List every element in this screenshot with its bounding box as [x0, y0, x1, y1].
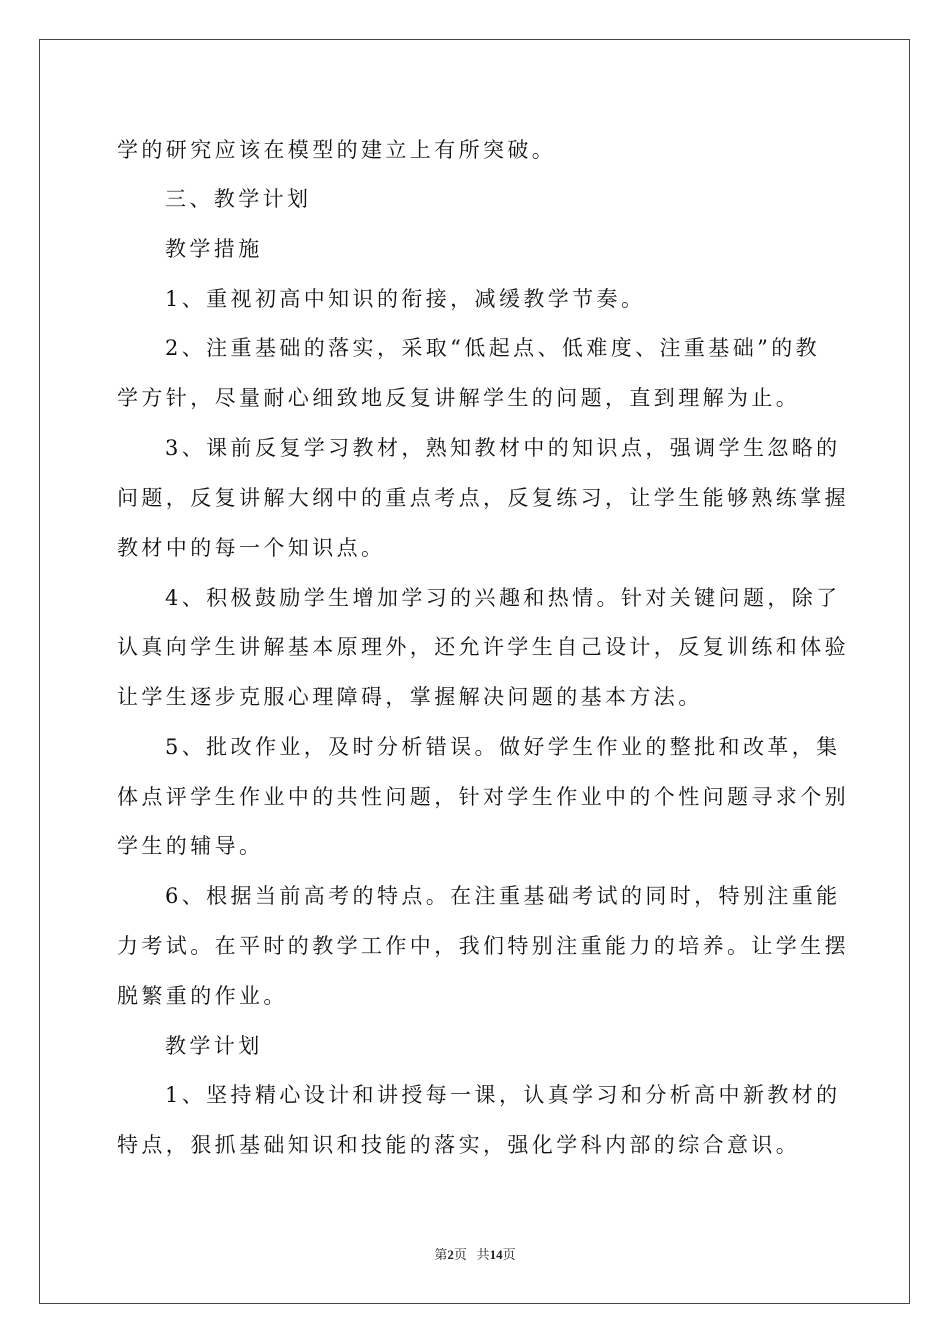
text-line: 教材中的每一个知识点。: [117, 536, 386, 560]
text-line: 学生的辅导。: [117, 834, 264, 858]
text-line: 体点评学生作业中的共性问题，针对学生作业中的个性问题寻求个别: [117, 785, 849, 809]
text-line: 特点，狠抓基础知识和技能的落实，强化学科内部的综合意识。: [117, 1133, 801, 1157]
text-line: 2、注重基础的落实，采取“低起点、低难度、注重基础”的教: [165, 336, 821, 360]
text-line: 问题，反复讲解大纲中的重点考点，反复练习，让学生能够熟练掌握: [117, 486, 849, 510]
subsection-heading: 教学措施: [165, 237, 263, 261]
text-line: 3、课前反复学习教材，熟知教材中的知识点，强调学生忽略的: [165, 436, 841, 460]
text-line: 学方针，尽量耐心细致地反复讲解学生的问题，直到理解为止。: [117, 386, 801, 410]
total-suffix: 页: [502, 1247, 516, 1262]
page-number: 2: [447, 1247, 454, 1262]
text-line: 脱繁重的作业。: [117, 984, 288, 1008]
text-line: 6、根据当前高考的特点。在注重基础考试的同时，特别注重能: [165, 884, 841, 908]
text-line: 1、坚持精心设计和讲授每一课，认真学习和分析高中新教材的: [165, 1083, 841, 1107]
page-prefix: 第: [434, 1247, 448, 1262]
total-prefix: 共: [476, 1247, 490, 1262]
text-line: 4、积极鼓励学生增加学习的兴趣和热情。针对关键问题，除了: [165, 586, 841, 610]
total-pages: 14: [489, 1247, 503, 1262]
text-line: 认真向学生讲解基本原理外，还允许学生自己设计，反复训练和体验: [117, 635, 849, 659]
page-suffix: 页: [453, 1247, 467, 1262]
text-line: 力考试。在平时的教学工作中，我们特别注重能力的培养。让学生摆: [117, 934, 849, 958]
text-line: 1、重视初高中知识的衔接，减缓教学节奏。: [165, 287, 646, 311]
subsection-heading: 教学计划: [165, 1034, 263, 1058]
text-line: 5、批改作业，及时分析错误。做好学生作业的整批和改革，集: [165, 735, 841, 759]
text-line: 让学生逐步克服心理障碍，掌握解决问题的基本方法。: [117, 685, 703, 709]
page-footer: [0, 1244, 950, 1263]
text-line: 学的研究应该在模型的建立上有所突破。: [117, 138, 557, 162]
section-heading: 三、教学计划: [165, 187, 312, 211]
